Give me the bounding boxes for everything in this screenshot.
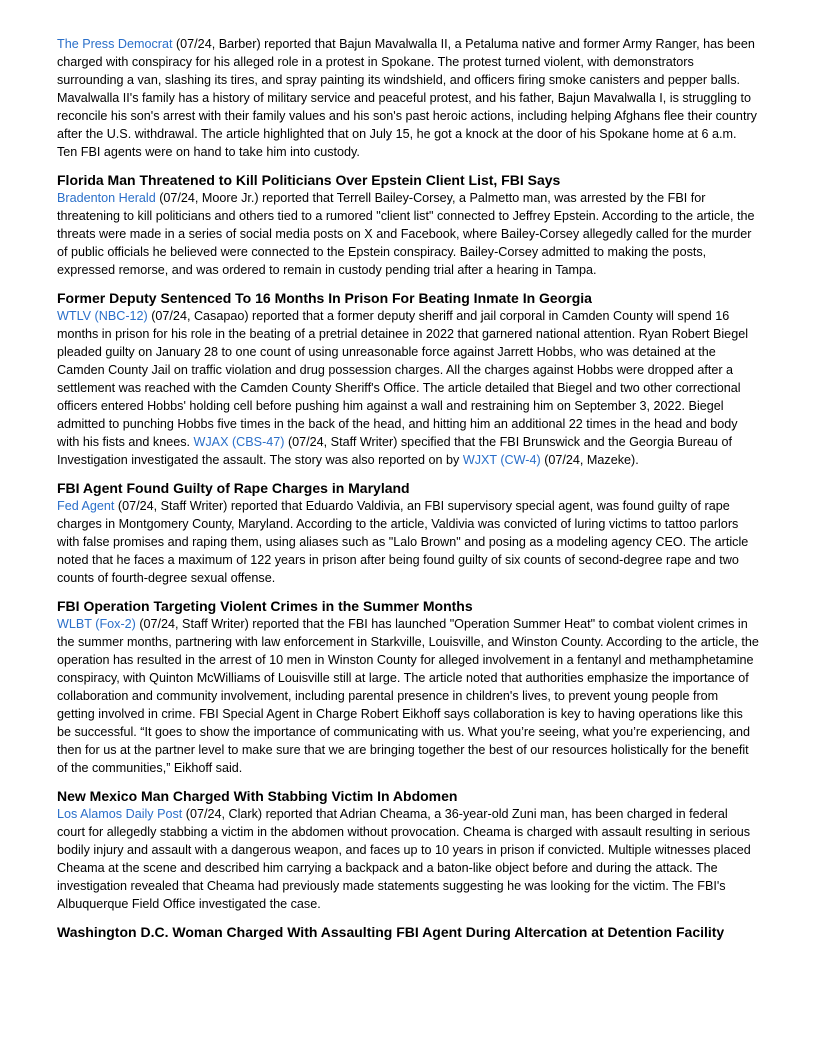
article-headline: FBI Agent Found Guilty of Rape Charges in Maryland <box>57 480 410 496</box>
article-press-democrat <box>57 35 759 161</box>
article-headline: Former Deputy Sentenced To 16 Months In Prison For Beating Inmate In Georgia <box>57 290 592 306</box>
article-text: (07/24, Clark) reported that Adrian Cheama, a 36-year-old Zuni man, has been charged in federal court for allegedly stabbing a victim in the abdomen without provocation. Cheama is charged with assault resulting in serious bodily injury and assault with a dangerous weapon, and faces up to 10 years in prison if convicted. Multiple witnesses placed Cheama at the scene and described him carrying a backpack and a baton-like object before and during the attack. The investigation revealed that Cheama had previously made statements suggesting he was looking for the victim. The FBI's Albuquerque Field Office investigated the case. <box>57 807 751 911</box>
article-headline: FBI Operation Targeting Violent Crimes in the Summer Months <box>57 598 473 614</box>
article-body <box>57 189 759 279</box>
article-summer-operation <box>57 597 759 777</box>
article-florida-man <box>57 171 759 279</box>
source-link[interactable]: Fed Agent <box>57 499 115 513</box>
article-body <box>57 35 759 161</box>
source-link[interactable]: WJAX (CBS-47) <box>193 435 285 449</box>
source-link[interactable]: WTLV (NBC-12) <box>57 309 148 323</box>
article-body <box>57 307 759 469</box>
article-former-deputy <box>57 289 759 469</box>
article-headline: Florida Man Threatened to Kill Politicians Over Epstein Client List, FBI Says <box>57 172 561 188</box>
source-link[interactable]: The Press Democrat <box>57 37 173 51</box>
article-text: (07/24, Casapao) reported that a former deputy sheriff and jail corporal in Camden County will spend 16 months in prison for his role in the beating of a pretrial detainee in 2022 that garnered national attention. Ryan Robert Biegel pleaded guilty on January 28 to one count of using unreasonable force against Jarrett Hobbs, who was detained at the Camden County Jail on traffic violation and drug possession charges. All the charges against Hobbs were dropped after a settlement was reached with the Camden County Sheriff's Office. The article detailed that Biegel and two other correctional officers entered Hobbs' holding cell before pushing him against a wall and restraining him on September 3, 2022. Biegel admitted to punching Hobbs five times in the back of the head, and hitting him an additional 22 times in the head and body with his fists and knees. <box>57 309 748 449</box>
article-text: (07/24, Staff Writer) reported that Eduardo Valdivia, an FBI supervisory special agent, was found guilty of rape charges in Montgomery County, Maryland. According to the article, Valdivia was convicted of luring victims to tattoo parlors with false promises and raping them, using aliases such as "Lalo Brown" and posing as a modeling agency CEO. The article noted that he faces a maximum of 122 years in prison after being found guilty of six counts of second-degree rape and two counts of fourth-degree sexual offense. <box>57 499 749 585</box>
article-text: (07/24, Moore Jr.) reported that Terrell Bailey-Corsey, a Palmetto man, was arrested by the FBI for threatening to kill politicians and others tied to a rumored "client list" connected to Jeffrey Epstein. According to the article, the threats were made in a series of social media posts on X and Facebook, where Bailey-Corsey allegedly called for the murder of public officials he believed were connected to the Epstein conspiracy. Bailey-Corsey admitted to making the posts, expressed remorse, and was ordered to remain in custody pending trial after a hearing in Tampa. <box>57 191 755 277</box>
article-new-mexico <box>57 787 759 913</box>
source-link[interactable]: WLBT (Fox-2) <box>57 617 136 631</box>
article-body <box>57 805 759 913</box>
article-text: (07/24, Mazeke). <box>540 453 639 467</box>
source-link[interactable]: Los Alamos Daily Post <box>57 807 183 821</box>
source-link[interactable]: Bradenton Herald <box>57 191 156 205</box>
article-headline: New Mexico Man Charged With Stabbing Victim In Abdomen <box>57 788 458 804</box>
article-text: (07/24, Barber) reported that Bajun Mavalwalla II, a Petaluma native and former Army Ranger, has been charged with conspiracy for his alleged role in a protest in Spokane. The protest turned violent, with demonstrators surrounding a van, slashing its tires, and spray painting its windshield, and officers firing smoke canisters and pepper balls. Mavalwalla II's family has a history of military service and peaceful protest, and his father, Bajun Mavalwalla I, is struggling to reconcile his son's arrest with their family values and his son's past heroic actions, including helping Afghans flee their country after the U.S. withdrawal. The article highlighted that on July 15, he got a knock at the door of his Spokane home at 6 a.m. Ten FBI agents were on hand to take him into custody. <box>57 37 757 159</box>
article-washington-dc <box>57 923 759 941</box>
article-fbi-agent-guilty <box>57 479 759 587</box>
article-text: (07/24, Staff Writer) reported that the FBI has launched "Operation Summer Heat" to combat violent crimes in the summer months, partnering with law enforcement in Starkville, Louisville, and Winston County. According to the article, the operation has resulted in the arrest of 10 men in Winston County for alleged involvement in a fentanyl and methamphetamine conspiracy, with Quinton McWilliams of Louisville still at large. The article noted that authorities emphasize the importance of collaboration and community involvement, including parental presence in children's lives, to prevent young people from getting involved in crime. FBI Special Agent in Charge Robert Eikhoff says collaboration is key to having operations like this be successful. “It goes to show the importance of communicating with us. What you’re seeing, what you’re experiencing, and then for us at the partner level to make sure that we are bringing together the best of our resources holistically for the benefit of the communities,” Eikhoff said. <box>57 617 759 775</box>
source-link[interactable]: WJXT (CW-4) <box>462 453 541 467</box>
article-body <box>57 497 759 587</box>
article-headline: Washington D.C. Woman Charged With Assaulting FBI Agent During Altercation at Detention Facility <box>57 924 725 940</box>
article-body <box>57 615 759 777</box>
article-text: (07/24, Staff Writer) specified that the FBI Brunswick and the Georgia Bureau of Investigation investigated the assault. The story was also reported on by <box>57 435 733 467</box>
